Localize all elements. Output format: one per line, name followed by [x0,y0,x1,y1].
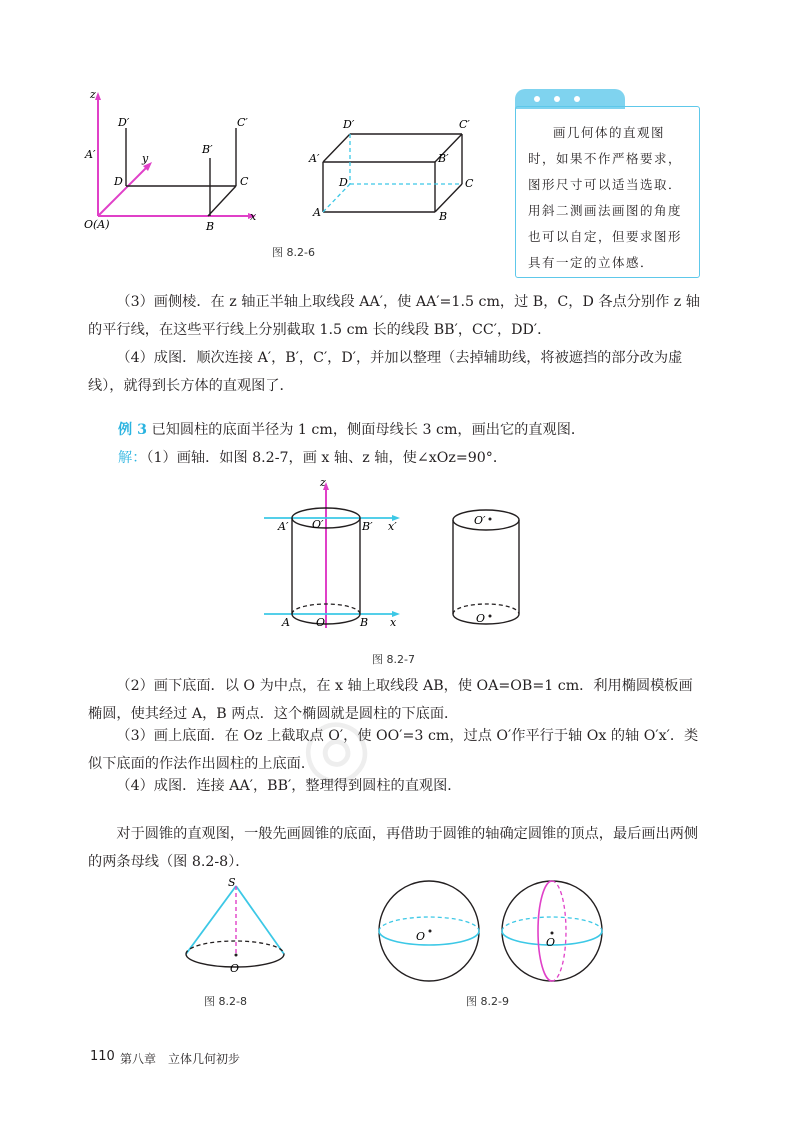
label: B′ [438,152,449,165]
label: y [142,152,149,165]
figure-caption: 图 8.2-6 [272,246,315,259]
label: O [316,616,326,629]
figure-caption: 图 8.2-7 [372,653,415,666]
figure-8-2-6-box [305,112,485,227]
note-dot [534,96,540,102]
label: C′ [459,118,470,131]
label: A [313,206,321,219]
label: S [228,876,236,889]
label: B′ [202,143,213,156]
label: A′ [278,520,289,533]
label: z [90,88,96,101]
label: x [250,210,257,223]
figure-8-2-9-spheres [372,876,612,986]
label: x′ [388,520,397,533]
label: x [390,616,397,629]
figure-8-2-7-cylinder [448,502,528,632]
label: O [230,962,240,975]
figure-caption: 图 8.2-8 [204,995,247,1008]
example-text: 已知圆柱的底面半径为 1 cm，侧面母线长 3 cm，画出它的直观图． [147,422,586,438]
label: B [360,616,369,629]
label: O [416,930,426,943]
label: C′ [237,116,248,129]
label: O(A) [84,218,110,231]
note-text: 画几何体的直观图时，如果不作严格要求，图形尺寸可以适当选取．用斜二测画法画图的角度也可以自定，但要求图形具有一定的立体感． [528,125,683,270]
label: O′ [312,518,324,531]
label: C [240,175,249,188]
figure-caption: 图 8.2-9 [466,995,509,1008]
paragraph: 对于圆锥的直观图，一般先画圆锥的底面，再借助于圆锥的轴确定圆锥的顶点，最后画出两侧的两条母线（图 8.2-8）． [88,826,699,870]
label: O [546,936,556,949]
figure-8-2-8-cone [178,876,293,981]
solution-text: （1）画轴．如图 8.2-7，画 x 轴、z 轴，使∠xOz=90°． [146,450,508,466]
label: D′ [343,118,355,131]
label: B [206,220,215,233]
paragraph: （3）画上底面．在 Oz 上截取点 O′，使 OO′=3 cm，过点 O′作平行于轴 Ox 的轴 O′x′．类似下底面的作法作出圆柱的上底面． [88,728,699,772]
solution-label: 解： [118,450,147,466]
paragraph: （2）画下底面．以 O 为中点，在 x 轴上取线段 AB，使 OA=OB=1 cm．利用椭圆模板画椭圆，使其经过 A，B 两点．这个椭圆就是圆柱的下底面． [88,678,693,722]
label: D′ [118,116,130,129]
label: B′ [362,520,373,533]
label: z [320,476,326,489]
label: O [476,612,486,625]
watermark: ◎ [289,692,381,801]
paragraph: （4）成图．顺次连接 A′，B′，C′，D′，并加以整理（去掉辅助线，将被遮挡的部分改为虚线），就得到长方体的直观图了． [88,350,683,394]
label: D [114,175,123,188]
page-number: 110 [90,1049,115,1064]
paragraph: （3）画侧棱．在 z 轴正半轴上取线段 AA′，使 AA′=1.5 cm，过 B，C，D 各点分别作 z 轴的平行线，在这些平行线上分别截取 1.5 cm 长的线段 BB′，CC′，DD′． [88,294,700,338]
example-label: 例 3 [118,422,147,438]
label: D [339,176,348,189]
note-dot [554,96,560,102]
label: A′ [85,148,96,161]
label: A [282,616,290,629]
figure-8-2-6-axes [80,88,270,238]
solution [118,444,736,472]
chapter-title: 第八章 立体几何初步 [120,1052,241,1066]
label: O′ [474,514,486,527]
note-dot [574,96,580,102]
label: B [439,210,448,223]
example-3 [118,416,736,444]
paragraph: （4）成图．连接 AA′，BB′，整理得到圆柱的直观图． [116,778,462,794]
figure-8-2-7-axes-cylinder [262,476,412,636]
label: A′ [309,152,320,165]
label: C [465,177,474,190]
